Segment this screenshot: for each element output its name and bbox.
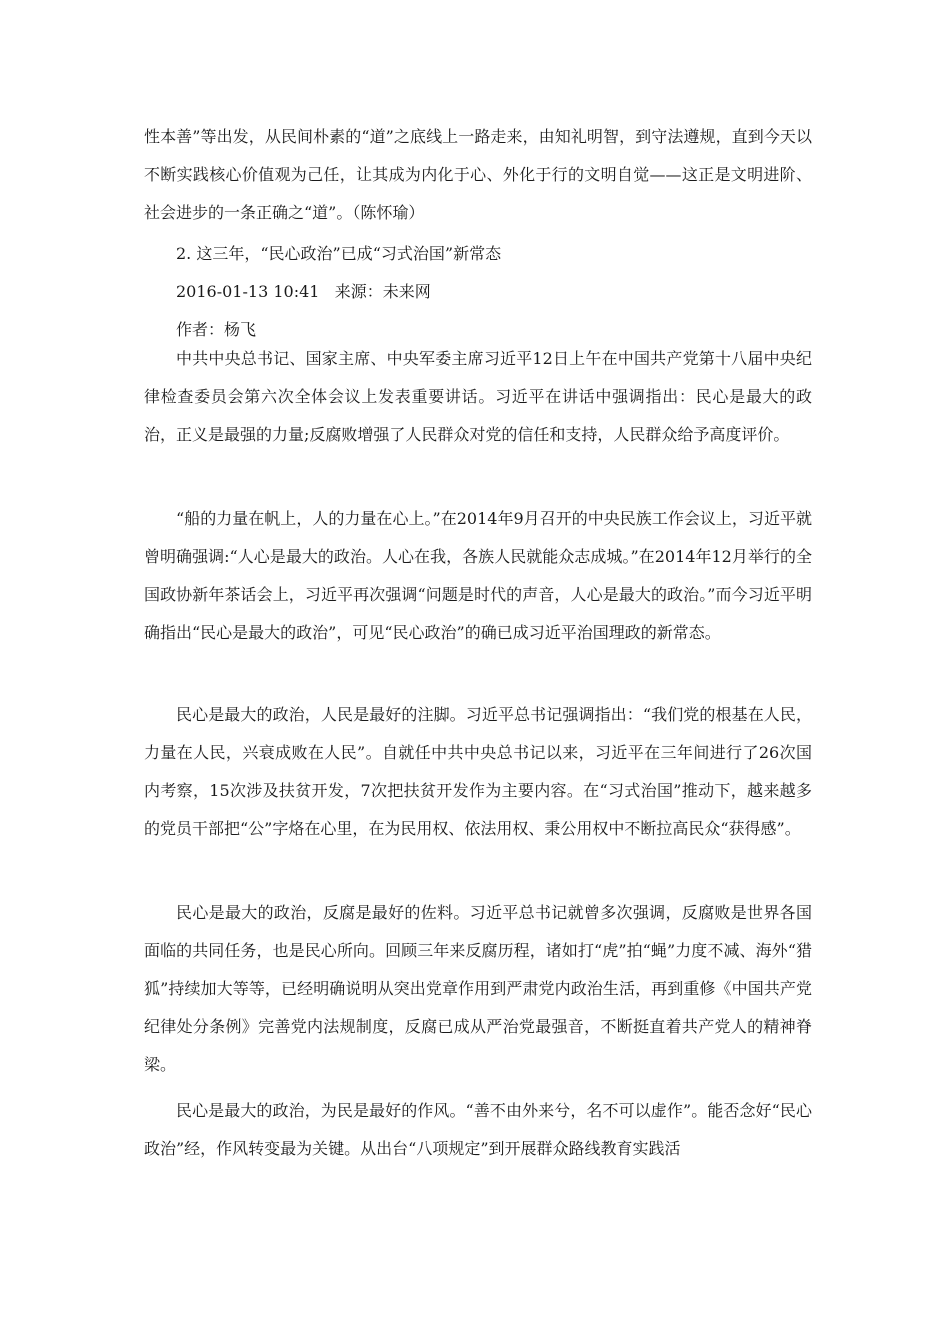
paragraph-4: 民心是最大的政治，反腐是最好的佐料。习近平总书记就曾多次强调，反腐败是世界各国面临的共同任务，也是民心所向。回顾三年来反腐历程，诸如打“虎”拍“蝇”力度不减、海外“猎狐”持续加大等等，已经明确说明从突出党章作用到严肃党内政治生活，再到重修《中国共产党纪律处分条例》完善党内法规制度，反腐已成从严治党最强音，不断挺直着共产党人的精神脊梁。 [144,903,812,1074]
article-meta: 2016-01-13 10:41 来源：未来网 [176,282,431,301]
paragraph-2: “船的力量在帆上，人的力量在心上。”在2014年9月召开的中央民族工作会议上，习近平就曾明确强调:“人心是最大的政治。人心在我，各族人民就能众志成城。”在2014年12月举行的全国政协新年茶话会上，习近平再次强调“问题是时代的声音，人心是最大的政治。”而今习近平明确指出“民心是最大的政治”，可见“民心政治”的确已成习近平治国理政的新常态。 [144,509,812,642]
paragraph-continued: 性本善”等出发，从民间朴素的“道”之底线上一路走来，由知礼明智，到守法遵规，直到今天以不断实践核心价值观为己任，让其成为内化于心、外化于行的文明自觉——这正是文明进阶、社会进步的一条正确之“道”。（陈怀瑜） [144,127,812,222]
article-title: 2. 这三年，“民心政治”已成“习式治国”新常态 [176,244,502,263]
article-author: 作者：杨飞 [176,320,257,339]
paragraph-5: 民心是最大的政治，为民是最好的作风。“善不由外来兮，名不可以虚作”。能否念好“民心政治”经，作风转变最为关键。从出台“八项规定”到开展群众路线教育实践活 [144,1101,812,1158]
paragraph-1: 中共中央总书记、国家主席、中央军委主席习近平12日上午在中国共产党第十八届中央纪律检查委员会第六次全体会议上发表重要讲话。习近平在讲话中强调指出：民心是最大的政治，正义是最强的力量;反腐败增强了人民群众对党的信任和支持，人民群众给予高度评价。 [144,349,812,444]
paragraph-3: 民心是最大的政治，人民是最好的注脚。习近平总书记强调指出：“我们党的根基在人民，力量在人民，兴衰成败在人民”。自就任中共中央总书记以来，习近平在三年间进行了26次国内考察，15次涉及扶贫开发，7次把扶贫开发作为主要内容。在“习式治国”推动下，越来越多的党员干部把“公”字烙在心里，在为民用权、依法用权、秉公用权中不断拉高民众“获得感”。 [144,705,812,838]
